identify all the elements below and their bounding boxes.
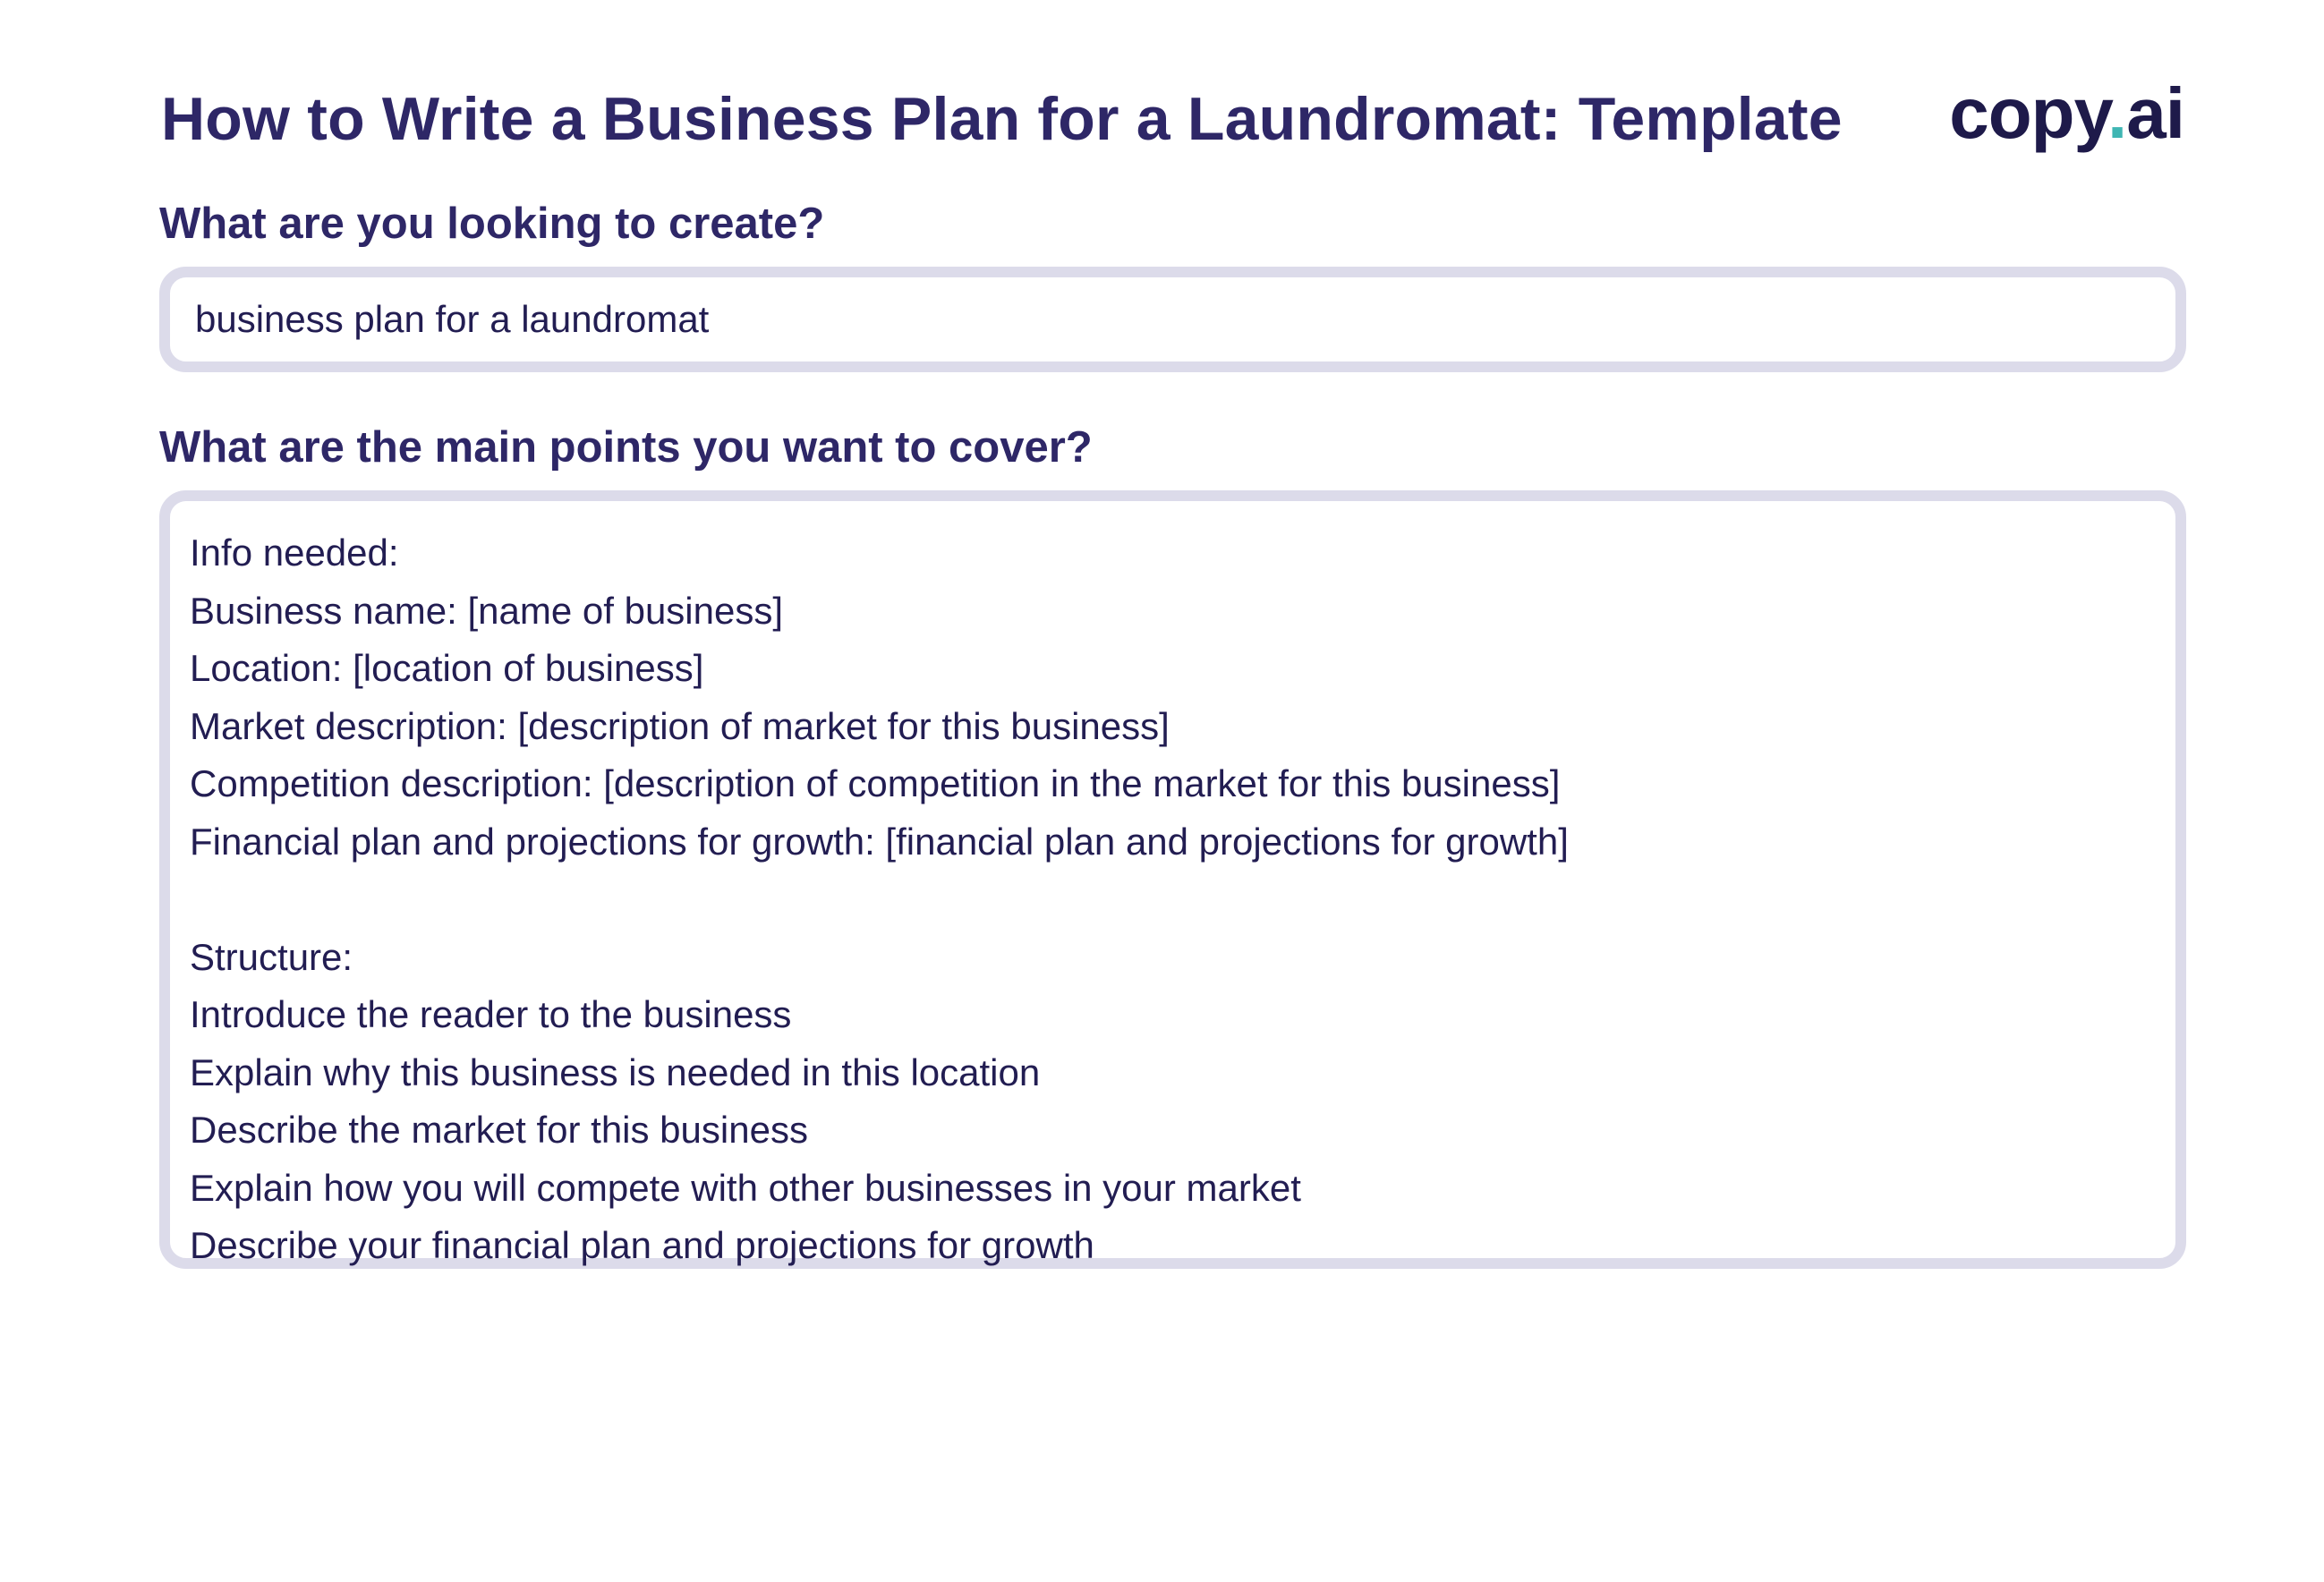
page-title: How to Write a Business Plan for a Laundromat: Template (161, 85, 1843, 153)
points-lines (190, 524, 1569, 1275)
create-input[interactable] (159, 267, 2186, 372)
page-header (159, 73, 2186, 159)
points-field-label: What are the main points you want to cover? (159, 423, 1093, 472)
logo-text-main: copy (1949, 73, 2108, 153)
points-line: Explain why this business is needed in this location (190, 1050, 1041, 1093)
points-line: Info needed: (190, 532, 399, 574)
points-line-blank (190, 871, 1569, 929)
points-textarea[interactable] (159, 490, 2186, 1269)
points-line: Describe the market for this business (190, 1109, 808, 1151)
create-field-label: What are you looking to create? (159, 200, 825, 248)
create-input-value: business plan for a laundromat (195, 298, 710, 340)
points-line: Market description: [description of market for this business] (190, 704, 1170, 747)
points-line: Describe your financial plan and projections for growth (190, 1224, 1094, 1266)
points-line: Structure: (190, 935, 353, 978)
points-line: Business name: [name of business] (190, 589, 784, 632)
points-line: Introduce the reader to the business (190, 993, 792, 1035)
points-line: Competition description: [description of competition in the market for this business] (190, 762, 1561, 804)
logo-text-suffix: ai (2126, 73, 2184, 153)
copy-ai-logo (1949, 73, 2184, 154)
points-line: Financial plan and projections for growth: [financial plan and projections for growth] (190, 820, 1569, 863)
logo-dot: . (2107, 73, 2127, 153)
points-line: Location: [location of business] (190, 647, 704, 689)
points-line: Explain how you will compete with other businesses in your market (190, 1166, 1301, 1209)
